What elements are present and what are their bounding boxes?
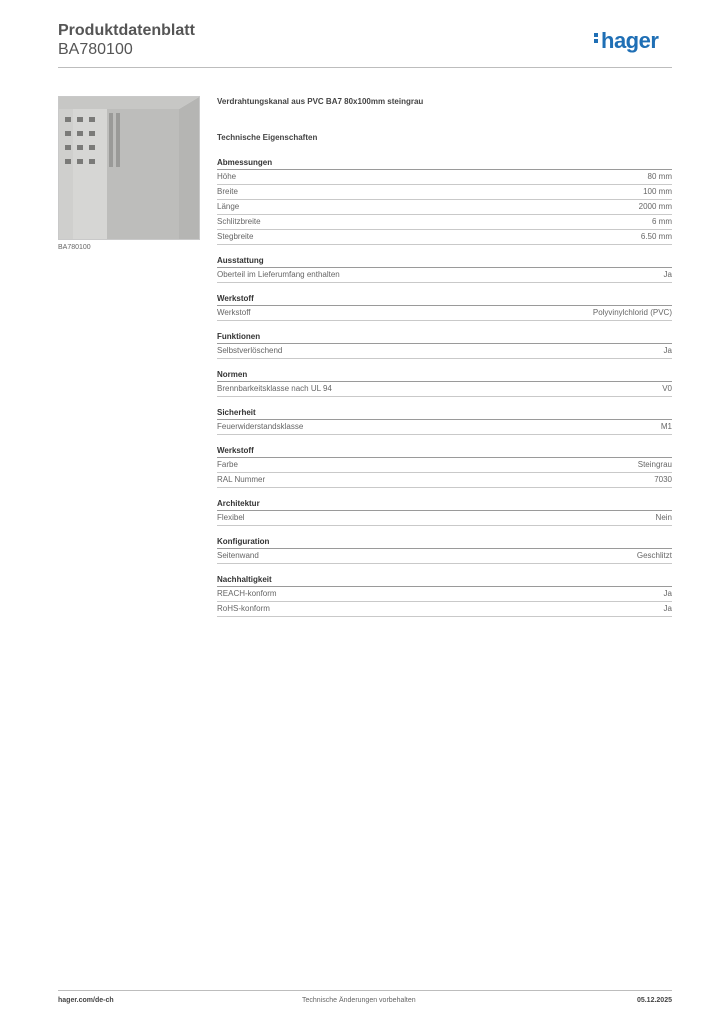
page-header <box>58 22 195 60</box>
property-value: 6.50 mm <box>640 232 672 241</box>
property-label: Farbe <box>217 460 238 469</box>
footer-website: hager.com/de-ch <box>58 997 114 1004</box>
group-title: Werkstoff <box>217 445 672 458</box>
property-group <box>217 574 672 617</box>
property-label: Seitenwand <box>217 551 259 560</box>
property-value: Polyvinylchlorid (PVC) <box>592 308 672 317</box>
property-label: RAL Nummer <box>217 475 266 484</box>
hager-logo <box>594 28 658 54</box>
property-label: Feuerwiderstandsklasse <box>217 422 304 431</box>
property-row <box>217 420 672 435</box>
property-group <box>217 369 672 397</box>
property-row <box>217 215 672 230</box>
product-content <box>217 97 672 617</box>
property-value: V0 <box>662 384 672 393</box>
property-value: Nein <box>655 513 672 522</box>
property-row <box>217 587 672 602</box>
footer-date: 05.12.2025 <box>636 997 672 1004</box>
property-label: Schlitzbreite <box>217 217 261 226</box>
group-title: Konfiguration <box>217 536 672 549</box>
property-row <box>217 458 672 473</box>
property-value: 80 mm <box>647 172 672 181</box>
property-group <box>217 157 672 245</box>
property-group <box>217 331 672 359</box>
property-value: 100 mm <box>643 187 672 196</box>
product-description: Verdrahtungskanal aus PVC BA7 80x100mm steingrau <box>217 97 424 106</box>
property-value: Ja <box>663 346 672 355</box>
property-group <box>217 407 672 435</box>
property-row <box>217 200 672 215</box>
property-label: Breite <box>217 187 238 196</box>
group-title: Normen <box>217 369 672 382</box>
group-title: Nachhaltigkeit <box>217 574 672 587</box>
property-row <box>217 473 672 488</box>
product-image <box>58 96 200 240</box>
property-value: Ja <box>663 604 672 613</box>
cable-duct-icon <box>59 97 199 239</box>
property-row <box>217 268 672 283</box>
property-value: 2000 mm <box>638 202 672 211</box>
property-group <box>217 255 672 283</box>
property-label: Länge <box>217 202 240 211</box>
property-groups <box>217 157 672 617</box>
property-label: Werkstoff <box>217 308 251 317</box>
group-title: Abmessungen <box>217 157 672 170</box>
property-value: Ja <box>663 270 672 279</box>
property-row <box>217 306 672 321</box>
property-value: Steingrau <box>637 460 672 469</box>
logo-text: hager <box>601 28 659 53</box>
article-number: BA780100 <box>58 41 133 58</box>
property-group <box>217 498 672 526</box>
property-group <box>217 293 672 321</box>
property-label: Oberteil im Lieferumfang enthalten <box>217 270 340 279</box>
property-row <box>217 602 672 617</box>
footer-divider <box>58 990 672 991</box>
property-value: Geschlitzt <box>636 551 672 560</box>
property-label: REACH-konform <box>217 589 277 598</box>
property-row <box>217 230 672 245</box>
property-label: Brennbarkeitsklasse nach UL 94 <box>217 384 332 393</box>
property-row <box>217 185 672 200</box>
logo-dots-icon <box>594 31 598 45</box>
property-label: Höhe <box>217 172 237 181</box>
property-row <box>217 344 672 359</box>
property-row <box>217 549 672 564</box>
header-divider <box>58 67 672 68</box>
group-title: Sicherheit <box>217 407 672 420</box>
property-label: Stegbreite <box>217 232 254 241</box>
section-title: Technische Eigenschaften <box>217 133 318 142</box>
property-value: 7030 <box>654 475 672 484</box>
property-group <box>217 445 672 488</box>
property-label: RoHS-konform <box>217 604 270 613</box>
document-title: Produktdatenblatt <box>58 22 195 39</box>
group-title: Ausstattung <box>217 255 672 268</box>
group-title: Funktionen <box>217 331 672 344</box>
group-title: Architektur <box>217 498 672 511</box>
property-group <box>217 536 672 564</box>
property-label: Selbstverlöschend <box>217 346 283 355</box>
property-row <box>217 511 672 526</box>
property-label: Flexibel <box>217 513 245 522</box>
footer-notice: Technische Änderungen vorbehalten <box>302 997 416 1004</box>
property-value: Ja <box>663 589 672 598</box>
property-row <box>217 382 672 397</box>
group-title: Werkstoff <box>217 293 672 306</box>
image-caption: BA780100 <box>58 244 91 251</box>
property-value: 6 mm <box>652 217 672 226</box>
property-value: M1 <box>660 422 672 431</box>
property-row <box>217 170 672 185</box>
